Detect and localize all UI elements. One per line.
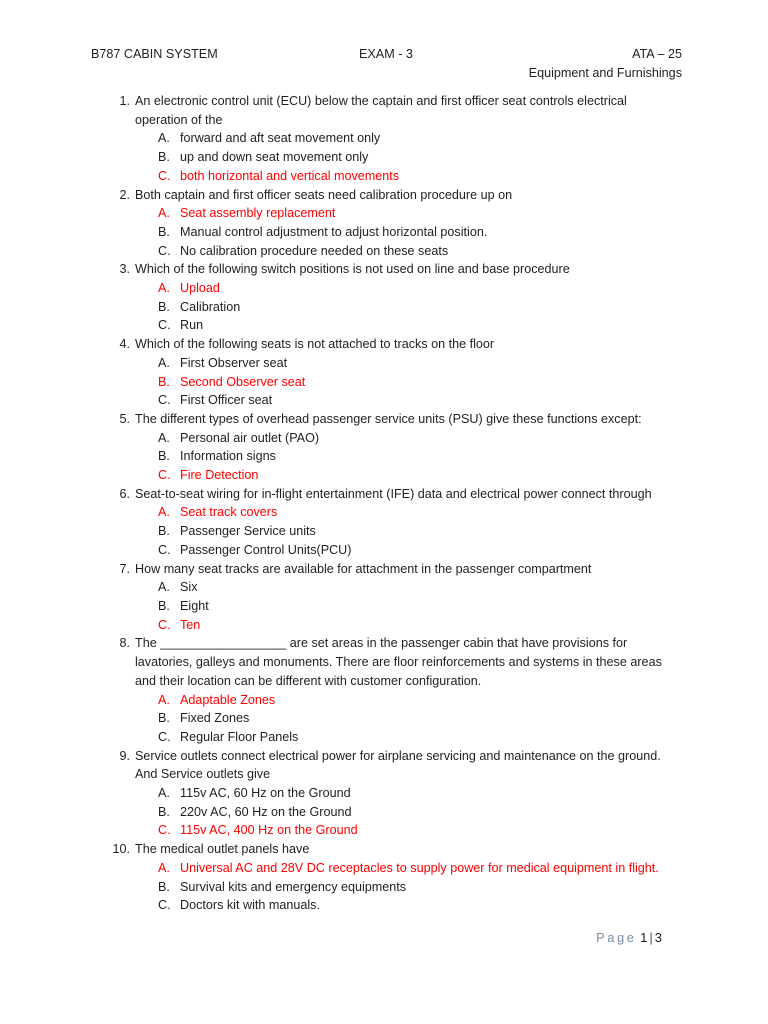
option-letter: C. [158,243,171,258]
option-letter: B. [158,598,170,613]
header-course-title: B787 CABIN SYSTEM [91,47,218,61]
option-letter: B. [158,524,170,539]
question-item [108,335,668,410]
question-text: Which of the following switch positions is not used on line and base procedure [135,262,570,277]
option-text: Ten [180,617,201,632]
answer-option [135,391,668,410]
option-text: Manual control adjustment to adjust horizontal position. [180,224,488,239]
option-letter: C. [158,318,171,333]
question-item [108,560,668,635]
answer-option [135,597,668,616]
question-number: 6. [119,486,130,501]
question-text: Both captain and first officer seats need calibration procedure up on [135,187,513,202]
option-text: Information signs [180,449,276,464]
option-text: Passenger Control Units(PCU) [180,542,352,557]
option-letter: A. [158,355,170,370]
answer-option [135,447,668,466]
option-list [135,354,668,410]
option-text: Universal AC and 28V DC receptacles to supply power for medical equipment in flight. [180,860,659,875]
option-text: Adaptable Zones [180,692,276,707]
footer-page-word: Page [596,930,637,945]
question-number: 10. [112,842,130,857]
option-list [135,429,668,485]
footer-page-number: 1 [640,930,648,945]
option-text: 220v AC, 60 Hz on the Ground [180,804,352,819]
header-exam-label: EXAM - 3 [359,47,413,61]
answer-option [135,242,668,261]
option-text: forward and aft seat movement only [180,131,381,146]
option-letter: B. [158,150,170,165]
correct-answer-option [135,167,668,186]
question-number: 8. [119,636,130,651]
answer-option [135,803,668,822]
question-number: 7. [119,561,130,576]
option-text: up and down seat movement only [180,150,369,165]
correct-answer-option [135,373,668,392]
option-text: Fixed Zones [180,711,250,726]
option-list [135,129,668,185]
option-letter: C. [158,617,171,632]
answer-option [135,148,668,167]
option-letter: B. [158,224,170,239]
answer-option [135,354,668,373]
question-list [108,92,668,915]
option-text: Eight [180,598,209,613]
correct-answer-option [135,616,668,635]
answer-option [135,728,668,747]
question-item [108,410,668,485]
correct-answer-option [135,279,668,298]
answer-option [135,298,668,317]
option-letter: C. [158,393,171,408]
answer-option [135,223,668,242]
question-number: 5. [119,411,130,426]
option-text: Calibration [180,299,241,314]
question-item [108,634,668,746]
option-letter: C. [158,168,171,183]
question-item [108,747,668,841]
question-number: 2. [119,187,130,202]
question-text: Seat-to-seat wiring for in-flight entertainment (IFE) data and electrical power connect through [135,486,652,501]
question-text: The __________________ are set areas in the passenger cabin that have provisions for lavatories, galleys and monuments. There are floor reinforcements and systems in these areas and their location can be different with customer configuration. [135,636,662,688]
footer-page-total: 3 [654,930,662,945]
question-text: The medical outlet panels have [135,842,310,857]
answer-option [135,541,668,560]
option-list [135,859,668,915]
option-text: Second Observer seat [180,374,306,389]
header-ata-code: ATA – 25 [632,47,682,61]
option-letter: B. [158,374,170,389]
option-text: Run [180,318,204,333]
question-text: The different types of overhead passenger service units (PSU) give these functions except: [135,411,642,426]
correct-answer-option [135,821,668,840]
question-number: 4. [119,337,130,352]
option-letter: C. [158,468,171,483]
option-list [135,784,668,840]
option-text: First Observer seat [180,355,288,370]
option-letter: B. [158,299,170,314]
page-header [91,45,682,85]
question-number: 9. [119,748,130,763]
option-text: Personal air outlet (PAO) [180,430,320,445]
question-text: How many seat tracks are available for attachment in the passenger compartment [135,561,592,576]
option-text: Survival kits and emergency equipments [180,879,407,894]
question-item [108,485,668,560]
option-list [135,503,668,559]
question-text: An electronic control unit (ECU) below the captain and first officer seat controls electrical operation of the [135,94,627,127]
question-item [108,840,668,915]
answer-option [135,316,668,335]
option-text: Seat track covers [180,505,278,520]
option-letter: A. [158,206,170,221]
option-text: Doctors kit with manuals. [180,898,320,913]
option-list [135,691,668,747]
option-text: 115v AC, 60 Hz on the Ground [180,786,351,801]
footer-separator: | [649,930,653,945]
answer-option [135,522,668,541]
correct-answer-option [135,691,668,710]
option-letter: A. [158,580,170,595]
header-chapter-title: Equipment and Furnishings [528,66,682,80]
option-list [135,204,668,260]
option-text: Six [180,580,198,595]
option-letter: A. [158,692,170,707]
correct-answer-option [135,859,668,878]
option-text: Regular Floor Panels [180,729,299,744]
question-item [108,186,668,261]
option-letter: B. [158,879,170,894]
question-item [108,260,668,335]
question-number: 1. [119,94,130,108]
answer-option [135,896,668,915]
page-footer [596,929,662,948]
option-letter: A. [158,860,170,875]
answer-option [135,709,668,728]
option-letter: C. [158,729,171,744]
option-text: No calibration procedure needed on these seats [180,243,449,258]
option-text: First Officer seat [180,393,273,408]
option-text: both horizontal and vertical movements [180,168,400,183]
option-letter: C. [158,823,171,838]
option-letter: A. [158,430,170,445]
answer-option [135,578,668,597]
option-list [135,578,668,634]
correct-answer-option [135,503,668,522]
option-letter: A. [158,281,170,296]
question-item [108,92,668,186]
option-text: 115v AC, 400 Hz on the Ground [180,823,358,838]
answer-option [135,784,668,803]
option-text: Seat assembly replacement [180,206,336,221]
option-text: Fire Detection [180,468,259,483]
correct-answer-option [135,466,668,485]
option-text: Upload [180,281,220,296]
question-text: Service outlets connect electrical power for airplane servicing and maintenance on the ground. And Service outlets give [135,748,661,782]
question-text: Which of the following seats is not attached to tracks on the floor [135,337,495,352]
option-letter: C. [158,898,171,913]
option-letter: A. [158,131,170,146]
option-text: Passenger Service units [180,524,316,539]
question-number: 3. [119,262,130,277]
answer-option [135,129,668,148]
option-list [135,279,668,335]
option-letter: A. [158,786,170,801]
option-letter: B. [158,711,170,726]
option-letter: A. [158,505,170,520]
correct-answer-option [135,204,668,223]
answer-option [135,429,668,448]
option-letter: C. [158,542,171,557]
option-letter: B. [158,804,170,819]
option-letter: B. [158,449,170,464]
answer-option [135,878,668,897]
